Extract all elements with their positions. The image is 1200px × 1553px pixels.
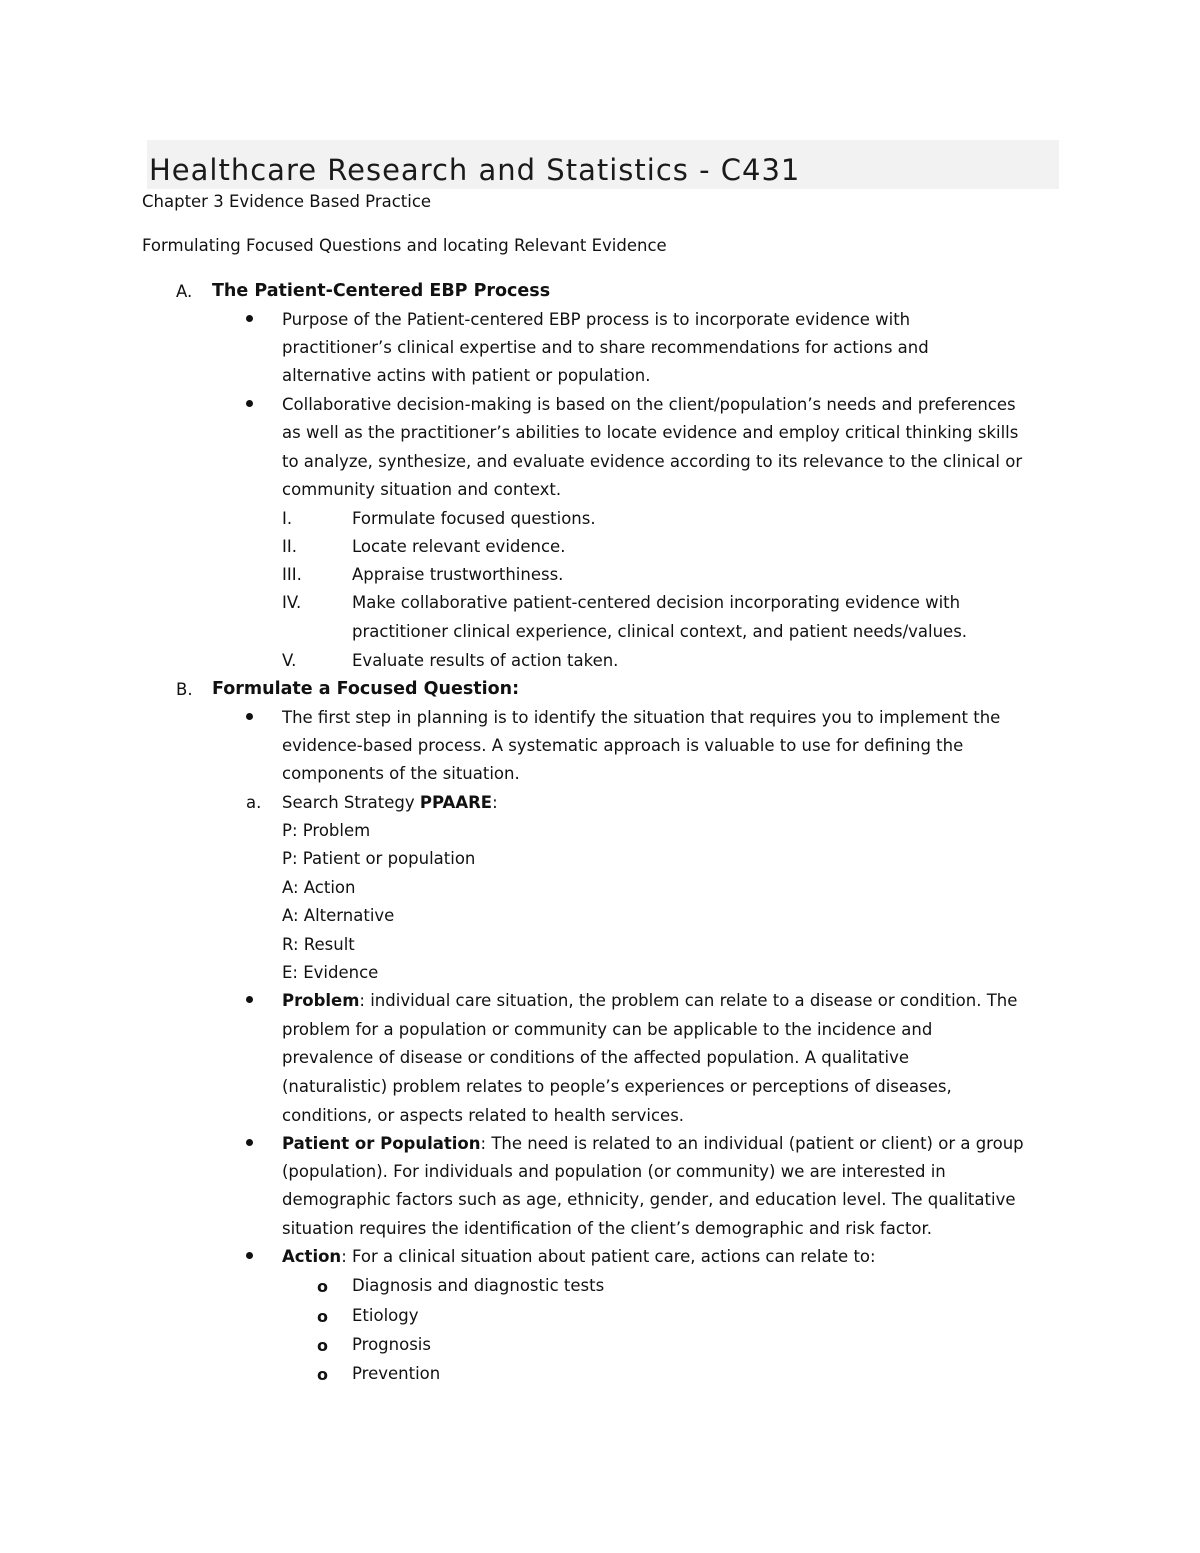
document-title: Healthcare Research and Statistics - C431 xyxy=(149,153,801,187)
step-number: II. xyxy=(282,537,297,556)
step-number: IV. xyxy=(282,593,302,612)
step-text: Formulate focused questions. xyxy=(352,509,596,528)
a-bullet2-line2: as well as the practitioner’s abilities to locate evidence and employ critical thinking skills xyxy=(282,423,1019,442)
bullet-icon xyxy=(246,315,253,322)
a-bullet2-line4: community situation and context. xyxy=(282,480,562,499)
circle-bullet-icon: o xyxy=(317,1277,328,1296)
action-subitem: Diagnosis and diagnostic tests xyxy=(352,1276,605,1295)
a-bullet2-line1: Collaborative decision-making is based on the client/population’s needs and preferences xyxy=(282,395,1016,414)
circle-bullet-icon: o xyxy=(317,1336,328,1355)
problem-line4: (naturalistic) problem relates to people’s experiences or perceptions of diseases, xyxy=(282,1077,952,1096)
ppaare-item: R: Result xyxy=(282,935,355,954)
chapter-heading: Chapter 3 Evidence Based Practice xyxy=(142,192,432,211)
action-subitem: Prevention xyxy=(352,1364,441,1383)
step-text: Evaluate results of action taken. xyxy=(352,651,619,670)
ppaare-item: A: Alternative xyxy=(282,906,395,925)
ppaare-item: E: Evidence xyxy=(282,963,379,982)
step-number: I. xyxy=(282,509,293,528)
action-line1: Action: For a clinical situation about patient care, actions can relate to: xyxy=(282,1247,876,1266)
population-line2: (population). For individuals and population (or community) we are interested in xyxy=(282,1162,946,1181)
problem-line2: problem for a population or community can be applicable to the incidence and xyxy=(282,1020,933,1039)
step-number: V. xyxy=(282,651,297,670)
bullet-icon xyxy=(246,400,253,407)
section-a-marker: A. xyxy=(176,282,193,301)
circle-bullet-icon: o xyxy=(317,1365,328,1384)
step-text: Appraise trustworthiness. xyxy=(352,565,564,584)
a-bullet1-line2: practitioner’s clinical expertise and to share recommendations for actions and xyxy=(282,338,929,357)
population-line4: situation requires the identification of the client’s demographic and risk factor. xyxy=(282,1219,933,1238)
action-subitem: Etiology xyxy=(352,1306,419,1325)
strategy-marker: a. xyxy=(246,793,262,812)
section-b-heading: Formulate a Focused Question: xyxy=(212,679,520,699)
ppaare-item: P: Patient or population xyxy=(282,849,476,868)
bullet-icon xyxy=(246,996,253,1003)
b-bullet1-line2: evidence-based process. A systematic approach is valuable to use for defining the xyxy=(282,736,964,755)
a-bullet2-line3: to analyze, synthesize, and evaluate evidence according to its relevance to the clinical or xyxy=(282,452,1023,471)
ppaare-item: A: Action xyxy=(282,878,356,897)
section-a-heading: The Patient-Centered EBP Process xyxy=(212,281,551,301)
a-bullet1-line3: alternative actins with patient or population. xyxy=(282,366,651,385)
b-bullet1-line3: components of the situation. xyxy=(282,764,520,783)
circle-bullet-icon: o xyxy=(317,1307,328,1326)
section-subtitle: Formulating Focused Questions and locating Relevant Evidence xyxy=(142,236,667,255)
bullet-icon xyxy=(246,713,253,720)
problem-line1: Problem: individual care situation, the problem can relate to a disease or condition. The xyxy=(282,991,1018,1010)
step-text: Locate relevant evidence. xyxy=(352,537,566,556)
search-strategy-heading: Search Strategy PPAARE: xyxy=(282,793,498,812)
population-line3: demographic factors such as age, ethnicity, gender, and education level. The qualitative xyxy=(282,1190,1016,1209)
step-number: III. xyxy=(282,565,302,584)
population-line1: Patient or Population: The need is related to an individual (patient or client) or a group xyxy=(282,1134,1024,1153)
section-b-marker: B. xyxy=(176,680,193,699)
a-bullet1-line1: Purpose of the Patient-centered EBP process is to incorporate evidence with xyxy=(282,310,911,329)
step-text: Make collaborative patient-centered decision incorporating evidence with xyxy=(352,593,961,612)
bullet-icon xyxy=(246,1139,253,1146)
step-text-continued: practitioner clinical experience, clinical context, and patient needs/values. xyxy=(352,622,968,641)
problem-line3: prevalence of disease or conditions of the affected population. A qualitative xyxy=(282,1048,909,1067)
action-subitem: Prognosis xyxy=(352,1335,431,1354)
problem-line5: conditions, or aspects related to health services. xyxy=(282,1106,685,1125)
bullet-icon xyxy=(246,1252,253,1259)
b-bullet1-line1: The first step in planning is to identify the situation that requires you to implement the xyxy=(282,708,1001,727)
ppaare-item: P: Problem xyxy=(282,821,371,840)
